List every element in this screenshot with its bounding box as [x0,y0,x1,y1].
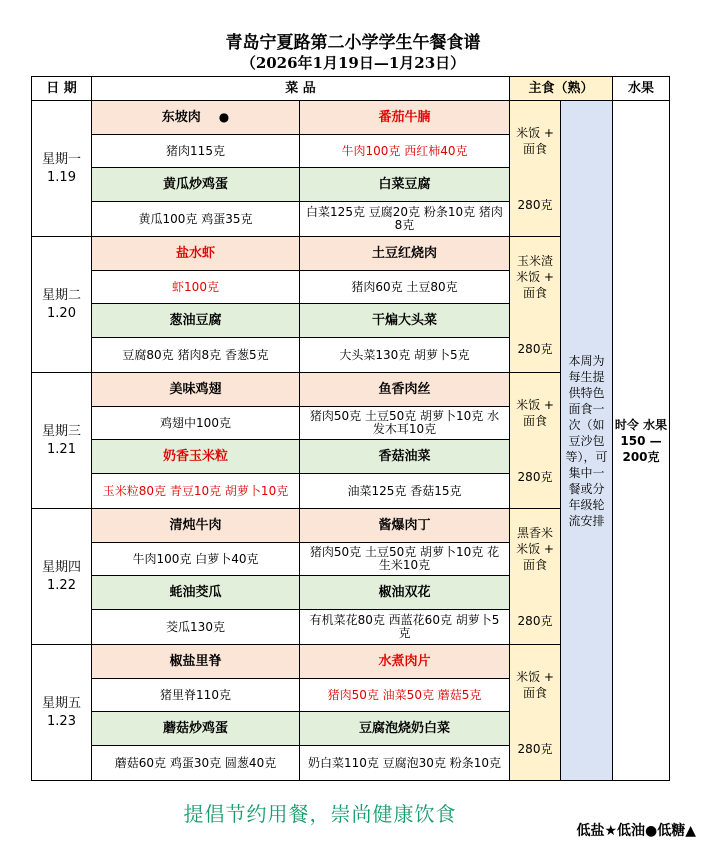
day-date: 1.21 [47,441,76,457]
dish-ingredients: 有机菜花80克 西蓝花60克 胡萝卜5克 [309,613,500,640]
dish-name: 番茄牛腩 [378,110,431,125]
day-cell [32,373,92,509]
dish-name-cell [92,237,300,271]
dish-ingredients: 猪肉60克 土豆80克 [351,279,458,294]
dish-ingredients: 猪肉50克 油菜50克 蘑菇5克 [327,687,482,702]
dish-ingredients: 大头菜130克 胡萝卜5克 [339,347,470,362]
dish-name: 椒盐里脊 [169,654,222,669]
dish-ingredients: 猪肉50克 土豆50克 胡萝卜10克 水发木耳10克 [309,409,500,436]
dish-ingredients: 猪里脊110克 [160,687,231,702]
dish-name-cell [300,237,510,271]
dish-ingredients: 黄瓜100克 鸡蛋35克 [138,211,253,226]
dish-name: 鱼香肉丝 [378,382,431,397]
low-oil-mark: ● [218,110,230,124]
dish-ingredient-cell [300,135,510,168]
day-label: 星期五 [41,695,81,711]
staple-text: 米饭 + 面食 [516,125,554,156]
dish-name: 美味鸡翅 [169,382,222,397]
dish-ingredient-cell [92,610,300,645]
dish-name: 蚝油茭瓜 [169,585,222,600]
staple-text: 米饭 + 面食 [516,397,554,428]
dish-name-cell [300,304,510,338]
dish-ingredients: 白菜125克 豆腐20克 粉条10克 猪肉8克 [306,205,503,232]
header-date: 日 期 [32,77,92,101]
dish-ingredients: 豆腐80克 猪肉8克 香葱5克 [122,347,269,362]
staple-weight: 280克 [517,341,553,356]
header-fruit: 水果 [613,77,670,101]
day-cell [32,101,92,237]
fruit-cell: 时令 水果 150 — 200克 [613,101,670,781]
dish-name-cell [92,168,300,202]
legend: 低盐★低油●低糖▲ [576,823,696,839]
day-label: 星期一 [41,151,81,167]
page-subtitle: （2026年1月19日—1月23日） [240,54,466,72]
dish-name: 奶香玉米粒 [162,449,228,464]
staple-cell [510,101,561,237]
dish-name: 酱爆肉丁 [378,518,431,533]
dish-ingredient-cell [300,610,510,645]
dish-name-cell [92,712,300,746]
dish-name-cell [300,509,510,543]
staple-weight: 280克 [517,469,553,484]
dish-ingredient-cell [92,338,300,373]
dish-name-cell [92,440,300,474]
dish-ingredient-cell [300,746,510,781]
dish-ingredient-cell [92,679,300,712]
dish-ingredients: 牛肉100克 西红柿40克 [341,143,468,158]
dish-ingredients: 牛肉100克 白萝卜40克 [132,551,259,566]
dish-name-cell [300,373,510,407]
day-date: 1.23 [47,713,76,729]
dish-ingredient-cell [300,338,510,373]
dish-name-cell [92,304,300,338]
weekly-note: 本周为每生提供特色面食一次（如豆沙包等），可集中一餐或分年级轮流安排 [561,101,613,781]
dish-name-cell [300,645,510,679]
day-cell [32,237,92,373]
dish-ingredient-cell [92,543,300,576]
dish-ingredient-cell [300,202,510,237]
dish-name: 白菜豆腐 [378,177,431,192]
staple-cell [510,373,561,509]
staple-weight: 280克 [517,613,553,628]
dish-name: 豆腐泡烧奶白菜 [358,721,450,736]
slogan: 提倡节约用餐，崇尚健康饮食 [183,802,457,826]
page-title: 青岛宁夏路第二小学学生午餐食谱 [225,33,481,53]
dish-name-cell [300,440,510,474]
staple-cell [510,645,561,781]
day-cell [32,509,92,645]
dish-ingredient-cell [300,543,510,576]
dish-ingredients: 油菜125克 香菇15克 [347,483,462,498]
dish-ingredients: 鸡翅中100克 [160,415,231,430]
dish-name-cell [92,509,300,543]
dish-name-cell [300,168,510,202]
dish-name: 水煮肉片 [378,654,431,669]
dish-name: 清炖牛肉 [169,518,222,533]
staple-cell [510,237,561,373]
dish-name-cell [92,373,300,407]
dish-ingredient-cell [92,407,300,440]
menu-table [31,76,670,781]
dish-ingredient-cell [300,474,510,509]
day-label: 星期三 [41,423,81,439]
dish-ingredient-cell [92,474,300,509]
dish-name: 葱油豆腐 [169,313,222,328]
staple-text: 玉米渣 米饭 + 面食 [516,253,554,300]
dish-ingredient-cell [92,271,300,304]
dish-name: 香菇油菜 [378,449,431,464]
day-date: 1.20 [47,305,76,321]
header-row [32,77,670,101]
dish-ingredient-cell [300,407,510,440]
staple-text: 黑香米 米饭 + 面食 [516,525,554,572]
dish-name: 蘑菇炒鸡蛋 [162,721,228,736]
dish-name: 盐水虾 [175,246,215,261]
staple-cell [510,509,561,645]
dish-ingredient-cell [92,746,300,781]
dish-name: 东坡肉 [161,110,201,125]
dish-ingredients: 奶白菜110克 豆腐泡30克 粉条10克 [307,755,502,770]
dish-ingredient-cell [92,135,300,168]
dish-name-cell [300,712,510,746]
header-staple: 主食（熟） [510,77,613,101]
staple-weight: 280克 [517,741,553,756]
dish-name-cell [92,645,300,679]
day-date: 1.19 [47,169,76,185]
dish-name: 干煸大头菜 [371,313,437,328]
dish-ingredients: 玉米粒80克 青豆10克 胡萝卜10克 [102,483,289,498]
dish-ingredients: 虾100克 [172,279,219,294]
header-dishes: 菜 品 [92,77,510,101]
dish-ingredients: 茭瓜130克 [166,619,225,634]
day-label: 星期四 [41,559,81,575]
dish-name-cell [300,101,510,135]
day-label: 星期二 [41,287,81,303]
dish-name: 黄瓜炒鸡蛋 [162,177,228,192]
dish-name: 椒油双花 [378,585,431,600]
day-cell [32,645,92,781]
dish-ingredient-cell [300,271,510,304]
dish-name-cell [300,576,510,610]
dish-ingredients: 猪肉115克 [166,143,225,158]
dish-ingredient-cell [300,679,510,712]
staple-text: 米饭 + 面食 [516,669,554,700]
staple-weight: 280克 [517,197,553,212]
dish-name-cell [92,101,300,135]
dish-ingredients: 蘑菇60克 鸡蛋30克 圆葱40克 [114,755,277,770]
dish-ingredient-cell [92,202,300,237]
menu-row [32,101,670,135]
dish-ingredients: 猪肉50克 土豆50克 胡萝卜10克 花生米10克 [309,545,500,572]
dish-name: 土豆红烧肉 [371,246,437,261]
dish-name-cell [92,576,300,610]
day-date: 1.22 [47,577,76,593]
